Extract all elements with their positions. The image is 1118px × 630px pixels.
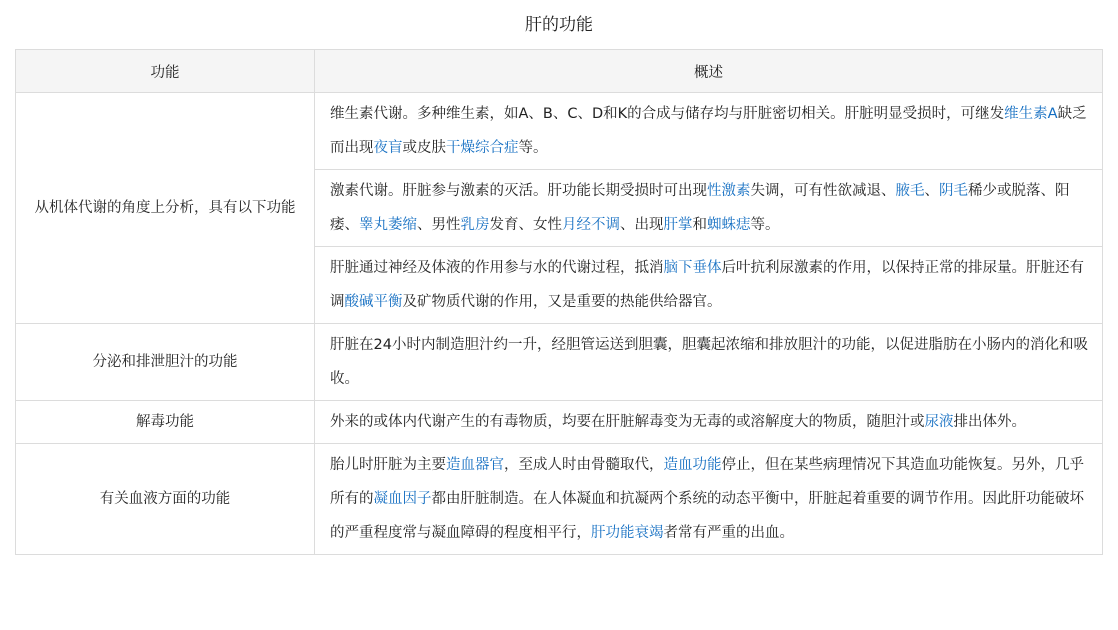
overview-cell [315,401,1103,444]
overview-text: 者常有严重的出血。 [663,525,794,541]
term-link[interactable]: 夜盲 [373,140,403,156]
table-row [16,401,1103,444]
term-link[interactable]: 月经不调 [562,217,620,233]
overview-text: 停止，但在某些病理情况下其造血功能恢复。另外，几乎所有的 [330,457,1084,507]
overview-text: 缺乏而出现 [330,106,1087,156]
table-header-row [16,50,1103,93]
overview-text: 稀少或脱落、阳痿、 [330,183,1070,233]
term-link[interactable]: 酸碱平衡 [344,294,403,310]
function-cell: 从机体代谢的角度上分析，具有以下功能 [16,93,315,324]
table-row [16,93,1103,170]
overview-text: 排出体外。 [953,414,1026,430]
term-link[interactable]: 肝功能衰竭 [591,525,664,541]
overview-text: ，至成人时由骨髓取代， [504,457,664,473]
overview-text: 发育、女性 [489,217,562,233]
overview-cell [315,324,1103,401]
overview-text: 后叶抗利尿激素的作用，以保持正常的排尿量。肝脏还有调 [330,260,1084,310]
term-link[interactable]: 腋毛 [895,183,925,199]
term-link[interactable]: 造血器官 [446,457,504,473]
overview-cell [315,444,1103,555]
overview-text: 、男性 [417,217,461,233]
term-link[interactable]: 性激素 [707,183,751,199]
term-link[interactable]: 尿液 [924,414,954,430]
function-cell: 分泌和排泄胆汁的功能 [16,324,315,401]
table-body [16,93,1103,555]
overview-text: 、 [924,183,939,199]
term-link[interactable]: 凝血因子 [373,491,432,507]
overview-text: 等。 [750,217,780,233]
term-link[interactable]: 脑下垂体 [663,260,722,276]
column-header-overview: 概述 [315,50,1103,93]
term-link[interactable]: 乳房 [460,217,490,233]
overview-text: 失调，可有性欲减退、 [750,183,896,199]
function-cell: 解毒功能 [16,401,315,444]
term-link[interactable]: 干燥综合症 [446,140,519,156]
overview-text: 或皮肤 [402,140,446,156]
overview-cell [315,170,1103,247]
overview-text: 胎儿时肝脏为主要 [330,457,446,473]
term-link[interactable]: 肝掌 [663,217,693,233]
overview-text: 肝脏通过神经及体液的作用参与水的代谢过程，抵消 [330,260,664,276]
overview-text: 外来的或体内代谢产生的有毒物质，均要在肝脏解毒变为无毒的或溶解度大的物质，随胆汁或 [330,414,925,430]
overview-text: 激素代谢。肝脏参与激素的灭活。肝功能长期受损时可出现 [330,183,707,199]
overview-cell [315,247,1103,324]
overview-text: 肝脏在24小时内制造胆汁约一升，经胆管运送到胆囊，胆囊起浓缩和排放胆汁的功能，以促进脂肪在小肠内的消化和吸收。 [330,337,1088,387]
table-row [16,324,1103,401]
overview-text: 维生素代谢。多种维生素，如A、B、C、D和K的合成与储存均与肝脏密切相关。肝脏明显受损时，可继发 [330,106,1005,122]
function-cell: 有关血液方面的功能 [16,444,315,555]
overview-text: 及矿物质代谢的作用，又是重要的热能供给器官。 [402,294,722,310]
liver-function-table [15,49,1103,555]
overview-cell [315,93,1103,170]
term-link[interactable]: 阴毛 [939,183,968,199]
term-link[interactable]: 造血功能 [663,457,722,473]
overview-text: 和 [692,217,707,233]
column-header-function: 功能 [16,50,315,93]
table-caption: 肝的功能 [525,15,593,35]
overview-text: 都由肝脏制造。在人体凝血和抗凝两个系统的动态平衡中，肝脏起着重要的调节作用。因此肝功能破坏的严重程度常与凝血障碍的程度相平行， [330,491,1084,541]
term-link[interactable]: 蜘蛛痣 [707,217,751,233]
term-link[interactable]: 维生素A [1004,106,1058,122]
overview-text: 、出现 [620,217,664,233]
term-link[interactable]: 睾丸萎缩 [359,217,417,233]
table-row [16,444,1103,555]
overview-text: 等。 [518,140,548,156]
